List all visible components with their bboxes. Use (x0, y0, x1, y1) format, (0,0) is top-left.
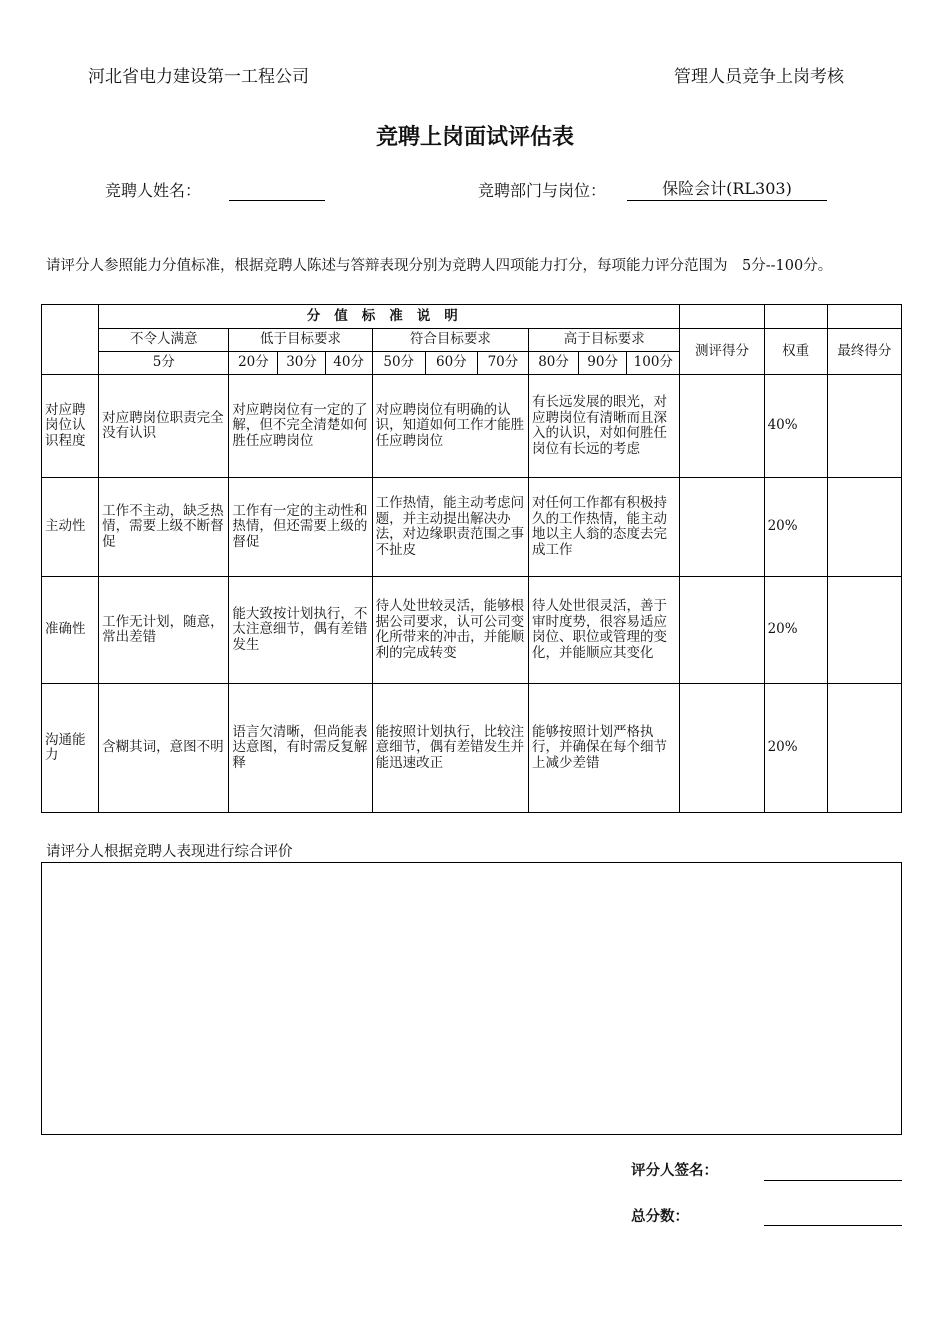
position-label: 竞聘部门与岗位： (478, 181, 607, 200)
level-description: 能按照计划执行，比较注意细节，偶有差错发生并能迅速改正 (372, 684, 528, 813)
candidate-name-field[interactable] (229, 180, 325, 201)
page-title: 竞聘上岗面试评估表 (375, 125, 574, 150)
score-option: 5分 (99, 352, 229, 375)
level-description: 工作不主动，缺乏热情，需要上级不断督促 (99, 478, 229, 577)
table-row (42, 577, 902, 684)
evaluation-textarea[interactable] (41, 862, 902, 1135)
level-description: 能够按照计划严格执行，并确保在每个细节上减少差错 (529, 684, 680, 813)
position-field[interactable]: 保险会计(RL303) (627, 180, 827, 201)
level-description: 工作有一定的主动性和热情，但还需要上级的督促 (229, 478, 372, 577)
criterion-name: 主动性 (42, 478, 99, 577)
final-score-cell[interactable] (827, 684, 901, 813)
level-above-target: 高于目标要求 (529, 329, 680, 352)
final-score-cell[interactable] (827, 577, 901, 684)
col-score: 测评得分 (680, 329, 764, 375)
blank-header-cell (680, 305, 764, 329)
level-meets-target: 符合目标要求 (372, 329, 528, 352)
score-option: 40分 (325, 352, 372, 375)
final-score-cell[interactable] (827, 478, 901, 577)
total-score-label: 总分数： (631, 1209, 689, 1225)
weight-value: 40% (764, 375, 827, 478)
standard-header: 分值标准说明 (99, 305, 680, 329)
blank-header-cell (827, 305, 901, 329)
company-name: 河北省电力建设第一工程公司 (88, 67, 309, 87)
col-final-score: 最终得分 (827, 329, 901, 375)
score-option: 100分 (627, 352, 680, 375)
table-row (42, 375, 902, 478)
weight-value: 20% (764, 478, 827, 577)
final-score-cell[interactable] (827, 375, 901, 478)
score-option: 80分 (529, 352, 579, 375)
level-description: 对任何工作都有积极持久的工作热情，能主动地以主人翁的态度去完成工作 (529, 478, 680, 577)
level-below-target: 低于目标要求 (229, 329, 372, 352)
weight-value: 20% (764, 577, 827, 684)
level-description: 对应聘岗位有明确的认识，知道如何工作才能胜任应聘岗位 (372, 375, 528, 478)
score-option: 20分 (229, 352, 278, 375)
score-option: 60分 (425, 352, 477, 375)
total-score-field[interactable] (764, 1211, 902, 1226)
level-description: 语言欠清晰，但尚能表达意图，有时需反复解释 (229, 684, 372, 813)
candidate-name-label: 竞聘人姓名： (105, 181, 202, 200)
level-description: 工作热情，能主动考虑问题，并主动提出解决办法，对边缘职责范围之事不扯皮 (372, 478, 528, 577)
score-input-cell[interactable] (680, 684, 764, 813)
evaluation-label: 请评分人根据竞聘人表现进行综合评价 (46, 844, 293, 860)
score-input-cell[interactable] (680, 478, 764, 577)
level-description: 对应聘岗位有一定的了解，但不完全清楚如何胜任应聘岗位 (229, 375, 372, 478)
level-description: 能大致按计划执行，不太注意细节，偶有差错发生 (229, 577, 372, 684)
level-description: 有长远发展的眼光，对应聘岗位有清晰而且深入的认识，对如何胜任岗位有长远的考虑 (529, 375, 680, 478)
scoring-table (41, 304, 902, 813)
col-weight: 权重 (764, 329, 827, 375)
table-row (42, 478, 902, 577)
score-option: 50分 (372, 352, 425, 375)
level-description: 含糊其词，意图不明 (99, 684, 229, 813)
level-description: 待人处世很灵活，善于审时度势，很容易适应岗位、职位或管理的变化，并能顺应其变化 (529, 577, 680, 684)
signature-label: 评分人签名： (631, 1163, 718, 1179)
level-description: 待人处世较灵活，能够根据公司要求，认可公司变化所带来的冲击，并能顺利的完成转变 (372, 577, 528, 684)
weight-value: 20% (764, 684, 827, 813)
level-unsatisfactory: 不令人满意 (99, 329, 229, 352)
table-row (42, 684, 902, 813)
level-description: 对应聘岗位职责完全没有认识 (99, 375, 229, 478)
score-input-cell[interactable] (680, 577, 764, 684)
signature-field[interactable] (764, 1166, 902, 1181)
score-input-cell[interactable] (680, 375, 764, 478)
corner-cell (42, 305, 99, 375)
level-description: 工作无计划，随意，常出差错 (99, 577, 229, 684)
criterion-name: 对应聘岗位认识程度 (42, 375, 99, 478)
blank-header-cell (764, 305, 827, 329)
score-option: 70分 (477, 352, 528, 375)
score-option: 90分 (579, 352, 627, 375)
criterion-name: 沟通能力 (42, 684, 99, 813)
criterion-name: 准确性 (42, 577, 99, 684)
score-option: 30分 (278, 352, 325, 375)
form-category: 管理人员竞争上岗考核 (674, 67, 844, 87)
instructions: 请评分人参照能力分值标准，根据竞聘人陈述与答辩表现分别为竞聘人四项能力打分，每项能力评分范围为 5分--100分。 (46, 258, 833, 274)
